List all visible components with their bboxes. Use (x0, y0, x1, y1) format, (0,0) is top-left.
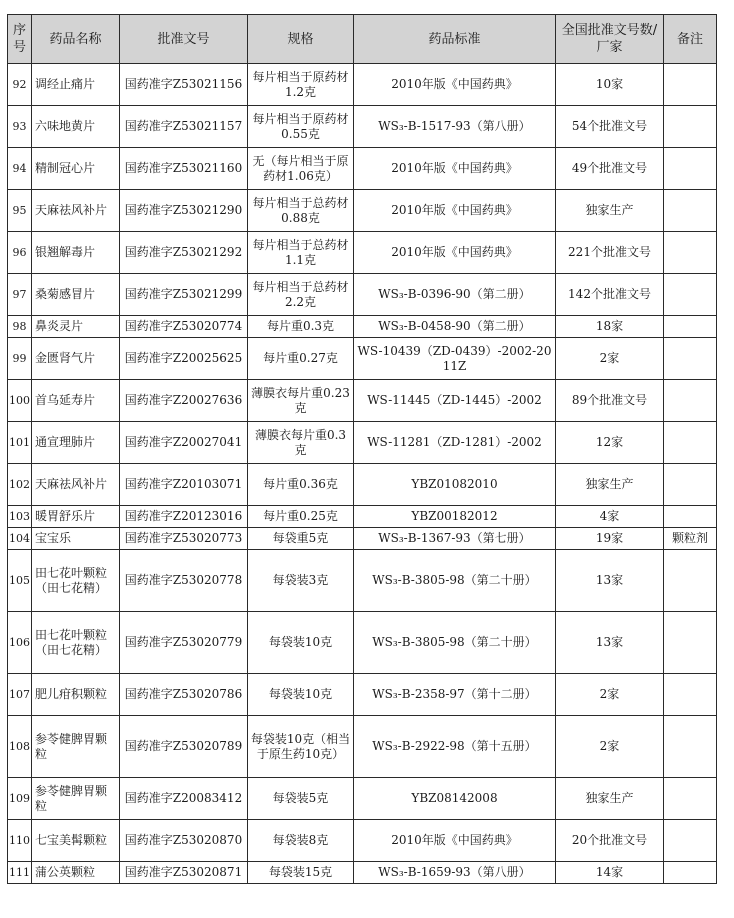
approval-count-cell: 14家 (556, 862, 664, 884)
drug-name-cell: 调经止痛片 (32, 64, 120, 106)
remarks-cell (664, 316, 717, 338)
specification-cell: 每片重0.3克 (248, 316, 354, 338)
remarks-cell (664, 148, 717, 190)
approval-number-cell: 国药准字Z53021157 (120, 106, 248, 148)
specification-cell: 每片相当于总药材1.1克 (248, 232, 354, 274)
table-row (8, 64, 717, 106)
serial-number-cell: 98 (8, 316, 32, 338)
drug-name-cell: 蒲公英颗粒 (32, 862, 120, 884)
approval-count-cell: 12家 (556, 422, 664, 464)
remarks-cell (664, 232, 717, 274)
drug-standard-cell: 2010年版《中国药典》 (354, 64, 556, 106)
drug-name-cell: 参苓健脾胃颗粒 (32, 778, 120, 820)
drug-standard-cell: WS-11445（ZD-1445）-2002 (354, 380, 556, 422)
approval-count-cell: 54个批准文号 (556, 106, 664, 148)
approval-count-cell: 49个批准文号 (556, 148, 664, 190)
specification-cell: 每片重0.25克 (248, 506, 354, 528)
drug-name-cell: 银翘解毒片 (32, 232, 120, 274)
approval-number-cell: 国药准字Z53021156 (120, 64, 248, 106)
serial-number-cell: 103 (8, 506, 32, 528)
table-row (8, 232, 717, 274)
drug-name-cell: 参苓健脾胃颗粒 (32, 716, 120, 778)
table-row (8, 778, 717, 820)
table-row (8, 148, 717, 190)
serial-number-cell: 102 (8, 464, 32, 506)
approval-count-cell: 2家 (556, 674, 664, 716)
approval-count-cell: 89个批准文号 (556, 380, 664, 422)
drug-name-cell: 天麻祛风补片 (32, 190, 120, 232)
specification-cell: 每片相当于原药材0.55克 (248, 106, 354, 148)
approval-count-cell: 20个批准文号 (556, 820, 664, 862)
serial-number-cell: 111 (8, 862, 32, 884)
drug-name-cell: 精制冠心片 (32, 148, 120, 190)
table-row (8, 528, 717, 550)
specification-cell: 每袋装10克 (248, 612, 354, 674)
serial-number-cell: 106 (8, 612, 32, 674)
serial-number-cell: 104 (8, 528, 32, 550)
table-row (8, 550, 717, 612)
remarks-cell (664, 820, 717, 862)
drug-table-container (7, 14, 716, 884)
table-row (8, 338, 717, 380)
drug-name-cell: 六味地黄片 (32, 106, 120, 148)
table-body (8, 64, 717, 884)
serial-number-cell: 108 (8, 716, 32, 778)
remarks-cell (664, 64, 717, 106)
remarks-cell (664, 716, 717, 778)
approval-number-cell: 国药准字Z53021299 (120, 274, 248, 316)
serial-number-cell: 101 (8, 422, 32, 464)
specification-cell: 每片相当于总药材2.2克 (248, 274, 354, 316)
approval-count-cell: 13家 (556, 612, 664, 674)
drug-standard-cell: WS₃-B-0458-90（第二册） (354, 316, 556, 338)
approval-count-cell: 142个批准文号 (556, 274, 664, 316)
serial-number-cell: 95 (8, 190, 32, 232)
drug-approval-table (7, 14, 717, 884)
table-row (8, 274, 717, 316)
drug-standard-cell: WS₃-B-3805-98（第二十册） (354, 612, 556, 674)
serial-number-cell: 96 (8, 232, 32, 274)
approval-number-cell: 国药准字Z20025625 (120, 338, 248, 380)
drug-name-cell: 天麻祛风补片 (32, 464, 120, 506)
approval-number-cell: 国药准字Z53021292 (120, 232, 248, 274)
approval-count-cell: 4家 (556, 506, 664, 528)
drug-standard-cell: WS₃-B-2358-97（第十二册） (354, 674, 556, 716)
approval-count-cell: 221个批准文号 (556, 232, 664, 274)
specification-cell: 每片相当于总药材0.88克 (248, 190, 354, 232)
drug-standard-cell: WS₃-B-3805-98（第二十册） (354, 550, 556, 612)
table-row (8, 190, 717, 232)
approval-number-cell: 国药准字Z53020870 (120, 820, 248, 862)
header-approval-count: 全国批准文号数/厂家 (556, 15, 664, 64)
drug-standard-cell: WS₃-B-2922-98（第十五册） (354, 716, 556, 778)
header-drug-name: 药品名称 (32, 15, 120, 64)
approval-number-cell: 国药准字Z53020871 (120, 862, 248, 884)
serial-number-cell: 93 (8, 106, 32, 148)
approval-number-cell: 国药准字Z53020789 (120, 716, 248, 778)
drug-name-cell: 首乌延寿片 (32, 380, 120, 422)
serial-number-cell: 99 (8, 338, 32, 380)
drug-standard-cell: YBZ01082010 (354, 464, 556, 506)
serial-number-cell: 100 (8, 380, 32, 422)
approval-count-cell: 19家 (556, 528, 664, 550)
remarks-cell (664, 380, 717, 422)
drug-name-cell: 田七花叶颗粒（田七花精） (32, 612, 120, 674)
approval-number-cell: 国药准字Z53020778 (120, 550, 248, 612)
approval-number-cell: 国药准字Z20123016 (120, 506, 248, 528)
approval-number-cell: 国药准字Z20083412 (120, 778, 248, 820)
remarks-cell (664, 862, 717, 884)
drug-standard-cell: WS₃-B-1659-93（第八册） (354, 862, 556, 884)
table-row (8, 380, 717, 422)
serial-number-cell: 105 (8, 550, 32, 612)
specification-cell: 每袋装15克 (248, 862, 354, 884)
drug-standard-cell: 2010年版《中国药典》 (354, 148, 556, 190)
approval-count-cell: 2家 (556, 338, 664, 380)
approval-number-cell: 国药准字Z53020774 (120, 316, 248, 338)
approval-count-cell: 10家 (556, 64, 664, 106)
serial-number-cell: 110 (8, 820, 32, 862)
approval-number-cell: 国药准字Z53020779 (120, 612, 248, 674)
drug-name-cell: 桑菊感冒片 (32, 274, 120, 316)
table-row (8, 862, 717, 884)
drug-name-cell: 鼻炎灵片 (32, 316, 120, 338)
remarks-cell (664, 778, 717, 820)
remarks-cell (664, 612, 717, 674)
header-approval-number: 批准文号 (120, 15, 248, 64)
approval-number-cell: 国药准字Z20027041 (120, 422, 248, 464)
drug-standard-cell: YBZ08142008 (354, 778, 556, 820)
table-row (8, 674, 717, 716)
approval-number-cell: 国药准字Z53021160 (120, 148, 248, 190)
remarks-cell (664, 274, 717, 316)
approval-count-cell: 13家 (556, 550, 664, 612)
drug-name-cell: 通宣理肺片 (32, 422, 120, 464)
drug-standard-cell: WS₃-B-0396-90（第二册） (354, 274, 556, 316)
approval-number-cell: 国药准字Z53020773 (120, 528, 248, 550)
specification-cell: 每片重0.36克 (248, 464, 354, 506)
drug-standard-cell: 2010年版《中国药典》 (354, 232, 556, 274)
header-remarks: 备注 (664, 15, 717, 64)
specification-cell: 每袋装10克（相当于原生药10克） (248, 716, 354, 778)
table-row (8, 506, 717, 528)
specification-cell: 每袋装10克 (248, 674, 354, 716)
table-row (8, 316, 717, 338)
serial-number-cell: 97 (8, 274, 32, 316)
table-header-row (8, 15, 717, 64)
drug-standard-cell: WS₃-B-1517-93（第八册） (354, 106, 556, 148)
specification-cell: 无（每片相当于原药材1.06克） (248, 148, 354, 190)
drug-standard-cell: WS-10439（ZD-0439）-2002-2011Z (354, 338, 556, 380)
serial-number-cell: 109 (8, 778, 32, 820)
drug-standard-cell: WS₃-B-1367-93（第七册） (354, 528, 556, 550)
specification-cell: 每袋重5克 (248, 528, 354, 550)
specification-cell: 每片相当于原药材1.2克 (248, 64, 354, 106)
table-row (8, 612, 717, 674)
specification-cell: 薄膜衣每片重0.3克 (248, 422, 354, 464)
serial-number-cell: 92 (8, 64, 32, 106)
drug-name-cell: 金匮肾气片 (32, 338, 120, 380)
remarks-cell (664, 106, 717, 148)
remarks-cell (664, 338, 717, 380)
remarks-cell (664, 190, 717, 232)
specification-cell: 每袋装3克 (248, 550, 354, 612)
specification-cell: 每片重0.27克 (248, 338, 354, 380)
approval-count-cell: 2家 (556, 716, 664, 778)
drug-name-cell: 田七花叶颗粒（田七花精） (32, 550, 120, 612)
header-specification: 规格 (248, 15, 354, 64)
approval-count-cell: 18家 (556, 316, 664, 338)
specification-cell: 每袋装8克 (248, 820, 354, 862)
table-row (8, 716, 717, 778)
approval-count-cell: 独家生产 (556, 190, 664, 232)
approval-number-cell: 国药准字Z20103071 (120, 464, 248, 506)
approval-count-cell: 独家生产 (556, 464, 664, 506)
remarks-cell (664, 506, 717, 528)
table-row (8, 820, 717, 862)
header-serial-number: 序号 (8, 15, 32, 64)
drug-name-cell: 七宝美髯颗粒 (32, 820, 120, 862)
approval-number-cell: 国药准字Z53021290 (120, 190, 248, 232)
serial-number-cell: 107 (8, 674, 32, 716)
drug-standard-cell: WS-11281（ZD-1281）-2002 (354, 422, 556, 464)
remarks-cell (664, 674, 717, 716)
header-drug-standard: 药品标准 (354, 15, 556, 64)
serial-number-cell: 94 (8, 148, 32, 190)
remarks-cell (664, 550, 717, 612)
approval-number-cell: 国药准字Z53020786 (120, 674, 248, 716)
approval-number-cell: 国药准字Z20027636 (120, 380, 248, 422)
remarks-cell: 颗粒剂 (664, 528, 717, 550)
drug-name-cell: 肥儿疳积颗粒 (32, 674, 120, 716)
drug-standard-cell: 2010年版《中国药典》 (354, 190, 556, 232)
specification-cell: 每袋装5克 (248, 778, 354, 820)
drug-standard-cell: YBZ00182012 (354, 506, 556, 528)
drug-standard-cell: 2010年版《中国药典》 (354, 820, 556, 862)
remarks-cell (664, 464, 717, 506)
drug-name-cell: 宝宝乐 (32, 528, 120, 550)
approval-count-cell: 独家生产 (556, 778, 664, 820)
drug-name-cell: 暖胃舒乐片 (32, 506, 120, 528)
remarks-cell (664, 422, 717, 464)
table-row (8, 106, 717, 148)
table-row (8, 464, 717, 506)
specification-cell: 薄膜衣每片重0.23克 (248, 380, 354, 422)
table-row (8, 422, 717, 464)
